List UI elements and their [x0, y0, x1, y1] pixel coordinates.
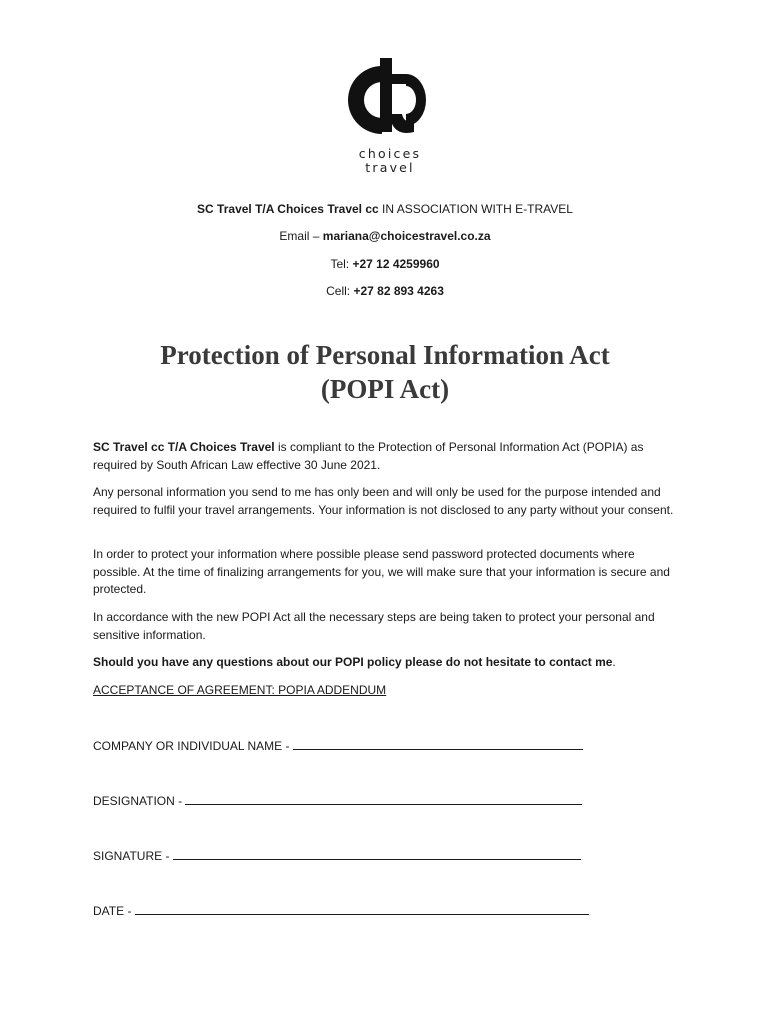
date-field-label: DATE - [93, 904, 135, 918]
signature-field-line[interactable] [173, 847, 581, 860]
association-text: IN ASSOCIATION WITH E-TRAVEL [378, 202, 573, 216]
contact-notice-period: . [612, 655, 616, 669]
name-field-line[interactable] [293, 737, 583, 750]
contact-notice [93, 654, 683, 672]
company-line [0, 201, 770, 217]
tel-label: Tel: [330, 257, 353, 271]
choices-travel-logo [336, 54, 436, 178]
email-link[interactable]: mariana@choicestravel.co.za [322, 229, 491, 243]
cell-number: +27 82 893 4263 [353, 284, 444, 298]
designation-field-label: DESIGNATION - [93, 794, 186, 808]
email-label: Email – [279, 229, 323, 243]
name-field-row [93, 737, 583, 754]
company-name: SC Travel T/A Choices Travel cc [197, 202, 379, 216]
usage-paragraph: Any personal information you send to me has only been and will only be used for the purpose intended and required to fulfil your travel arrangements. Your information is not disclosed to any party without your consent. [93, 485, 674, 517]
logo-mark-icon [336, 54, 436, 146]
date-field-line[interactable] [135, 902, 589, 915]
name-field-label: COMPANY OR INDIVIDUAL NAME - [93, 739, 293, 753]
document-title-line2: (POPI Act) [320, 374, 450, 404]
document-title-line1: Protection of Personal Information Act [160, 340, 610, 370]
date-field-row [93, 902, 589, 919]
compliance-paragraph [93, 439, 683, 474]
accordance-paragraph: In accordance with the new POPI Act all the necessary steps are being taken to protect your personal and sensitive information. [93, 610, 655, 642]
acceptance-heading: ACCEPTANCE OF AGREEMENT: POPIA ADDENDUM [93, 683, 387, 697]
tel-line [0, 256, 770, 272]
logo-text-line1: choices [358, 146, 422, 161]
email-line [0, 228, 770, 244]
signature-field-row [93, 847, 581, 864]
compliance-text: is compliant to the Protection of Personal Information Act (POPIA) as required by South African Law effective 30 June 2021. [93, 440, 644, 472]
cell-label: Cell: [326, 284, 354, 298]
protection-paragraph: In order to protect your information where possible please send password protected documents where possible. At the time of finalizing arrangements for you, we will make sure that your information is secure and protected. [93, 547, 670, 596]
contact-notice-text: Should you have any questions about our POPI policy please do not hesitate to contact me [93, 655, 613, 669]
tel-number: +27 12 4259960 [352, 257, 440, 271]
logo-text-line2: travel [365, 160, 415, 175]
signature-field-label: SIGNATURE - [93, 849, 173, 863]
cell-line [0, 283, 770, 299]
designation-field-line[interactable] [185, 792, 582, 805]
compliance-company: SC Travel cc T/A Choices Travel [93, 440, 275, 454]
designation-field-row [93, 792, 582, 809]
